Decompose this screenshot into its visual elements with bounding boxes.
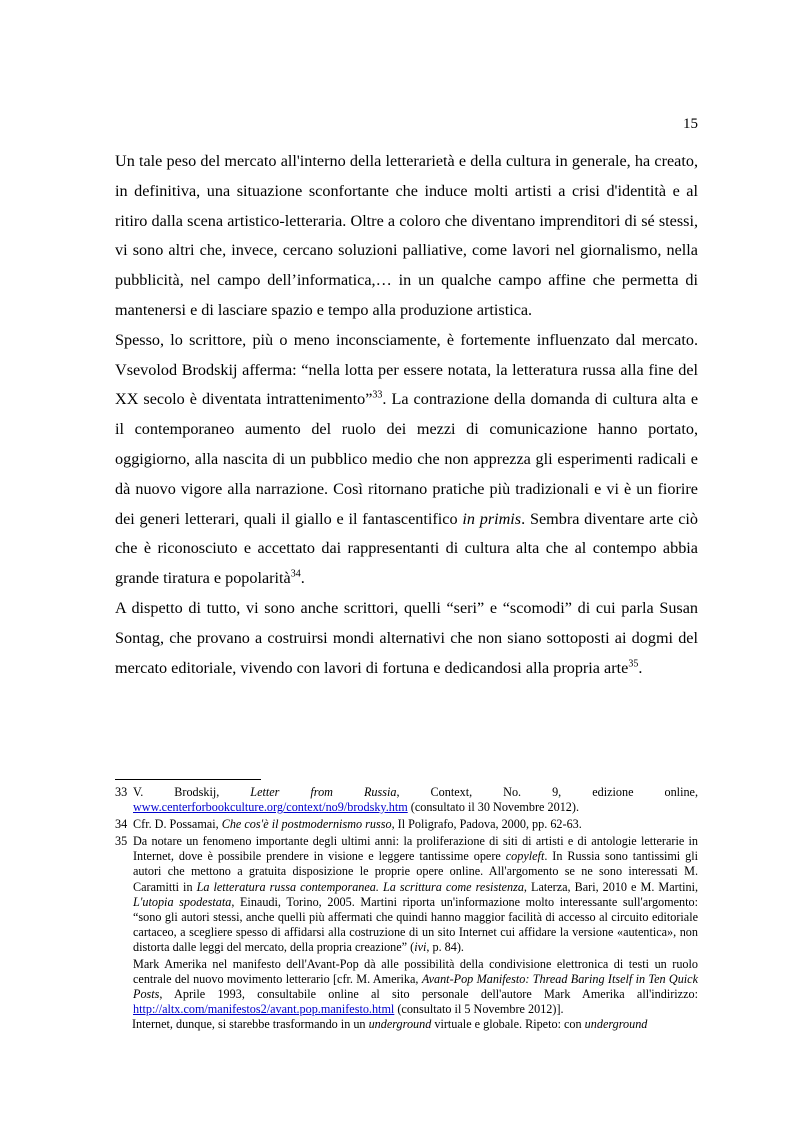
italic-text: Che cos'è il postmodernismo russo — [221, 817, 392, 832]
italic-text: Letter from Russia — [250, 785, 397, 799]
italic-text: underground — [584, 1017, 648, 1032]
footnotes — [115, 785, 698, 1033]
footnote-link[interactable]: www.centerforbookculture.org/context/no9/brodsky.htm — [133, 800, 408, 815]
footnote-reference[interactable]: 33 — [372, 389, 383, 401]
italic-text: copyleft — [505, 849, 545, 864]
footnote-separator — [115, 779, 261, 780]
italic-text: L'utopia spodestata — [133, 894, 232, 909]
paragraph: Un tale peso del mercato all'interno della letterarietà e della cultura in generale, ha creato, in definitiva, una situazione sconfortante che induce molti artisti a crisi d'identità e al ritiro dalla scena artistico-letteraria. Oltre a coloro che diventano imprenditori di sé stessi, vi sono altri che, invece, cercano soluzioni palliative, come lavori nel giornalismo, nella pubblicità, nel campo dell’informatica,… in un qualche campo affine che permetta di mantenersi e di lasciare spazio e tempo alla produzione artistica. — [115, 152, 698, 319]
footnote-35 — [115, 834, 698, 955]
paragraph: Spesso, lo scrittore, più o meno inconsciamente, è fortemente influenzato dal mercato. Vsevolod Brodskij afferma: “nella lotta per essere notata, la letteratura russa alla fine del XX secolo è diventata intrattenimento”$^{33}$. La contrazione della domanda di cultura alta e il contemporaneo aumento del ruolo dei mezzi di comunicazione hanno portato, oggigiorno, alla nascita di un pubblico medio che non apprezza gli esperimenti radicali e dà nuovo vigore alla narrazione. Così ritornano pratiche più tradizionali e vi è un fiorire dei generi letterari, quali il giallo e il fantascentifico in primis. Sembra diventare arte ciò che è riconosciuto e accettato dai rappresentanti di cultura alta che al contempo abbia grande tiratura e popolarità$^{34}$. — [115, 330, 699, 588]
footnote-number: 35 — [115, 834, 128, 849]
footnote-reference[interactable]: 35 — [628, 658, 639, 670]
page-number: 15 — [683, 116, 698, 132]
footnote-link[interactable]: http://altx.com/manifestos2/avant.pop.manifesto.html — [133, 1002, 395, 1017]
footnote-33 — [115, 785, 698, 815]
italic-text: ivi — [414, 939, 427, 954]
footnote-35-continuation: Internet, dunque, si starebbe trasformando in un underground virtuale e globale. Ripeto: con underground — [132, 1017, 648, 1032]
footnote-text: Da notare un fenomeno importante degli ultimi anni: la proliferazione di siti di artisti e di antologie letterarie in Internet, dove è possibile prendere in visione e leggere tantissime opere copyleft. In Russia sono tantissimi gli autori che mettono a gratuita disposizione le proprie opere online. All'argomento se ne sono interessati M. Caramitti in La letteratura russa contemporanea. La scrittura come resistenza, Laterza, Bari, 2010 e M. Martini, L'utopia spodestata, Einaudi, Torino, 2005. Martini riporta un'informazione molto interessante sull'argomento: “sono gli autori stessi, anche quelli più affermati che quindi hanno maggior facilità di accesso al circuito editoriale cartaceo, a scegliere spesso di affidarsi alla costruzione di un sito Internet cui affidare la versione «autentica», non distorta dalle leggi del mercato, della propria creazione” (ivi, p. 84). — [133, 834, 699, 954]
italic-text: underground — [368, 1017, 432, 1032]
footnote-reference[interactable]: 34 — [290, 568, 301, 580]
italic-text: in primis — [462, 509, 522, 528]
italic-text: Avant-Pop Manifesto: Thread Baring Itself in Ten Quick Posts — [133, 972, 698, 1002]
footnote-text: Cfr. D. Possamai, Che cos'è il postmodernismo russo, Il Poligrafo, Padova, 2000, pp. 62-63. — [133, 817, 582, 832]
paragraph: A dispetto di tutto, vi sono anche scrittori, quelli “seri” e “scomodi” di cui parla Susan Sontag, che provano a costruirsi mondi alternativi che non siano sottoposti ai dogmi del mercato editoriale, vivendo con lavori di fortuna e dedicandosi alla propria arte$^{35}$. — [115, 598, 698, 677]
footnote-35-continuation: Mark Amerika nel manifesto dell'Avant-Pop dà alle possibilità della condivisione elettronica di testi un ruolo centrale del nuovo movimento letterario [cfr. M. Amerika, Avant-Pop Manifesto: Thread Baring Itself in Ten Quick Posts, Aprile 1993, consultabile online al sito personale dell'autore Mark Amerika all'indirizzo: http://altx.com/manifestos2/avant.pop.manifesto.html (consultato il 5 Novembre 2012)]. — [133, 957, 698, 1017]
body-text — [115, 147, 698, 683]
footnote-34 — [115, 817, 698, 832]
footnote-number: 34 — [115, 817, 128, 832]
footnote-text: V. Brodskij, Letter from Russia, Context, No. 9, edizione online, www.centerforbookculture.org/context/no9/brodsky.htm (consultato il 30 Novembre 2012). — [133, 785, 699, 815]
italic-text: La letteratura russa contemporanea. La scrittura come resistenza — [196, 879, 524, 894]
footnote-number: 33 — [115, 785, 128, 799]
